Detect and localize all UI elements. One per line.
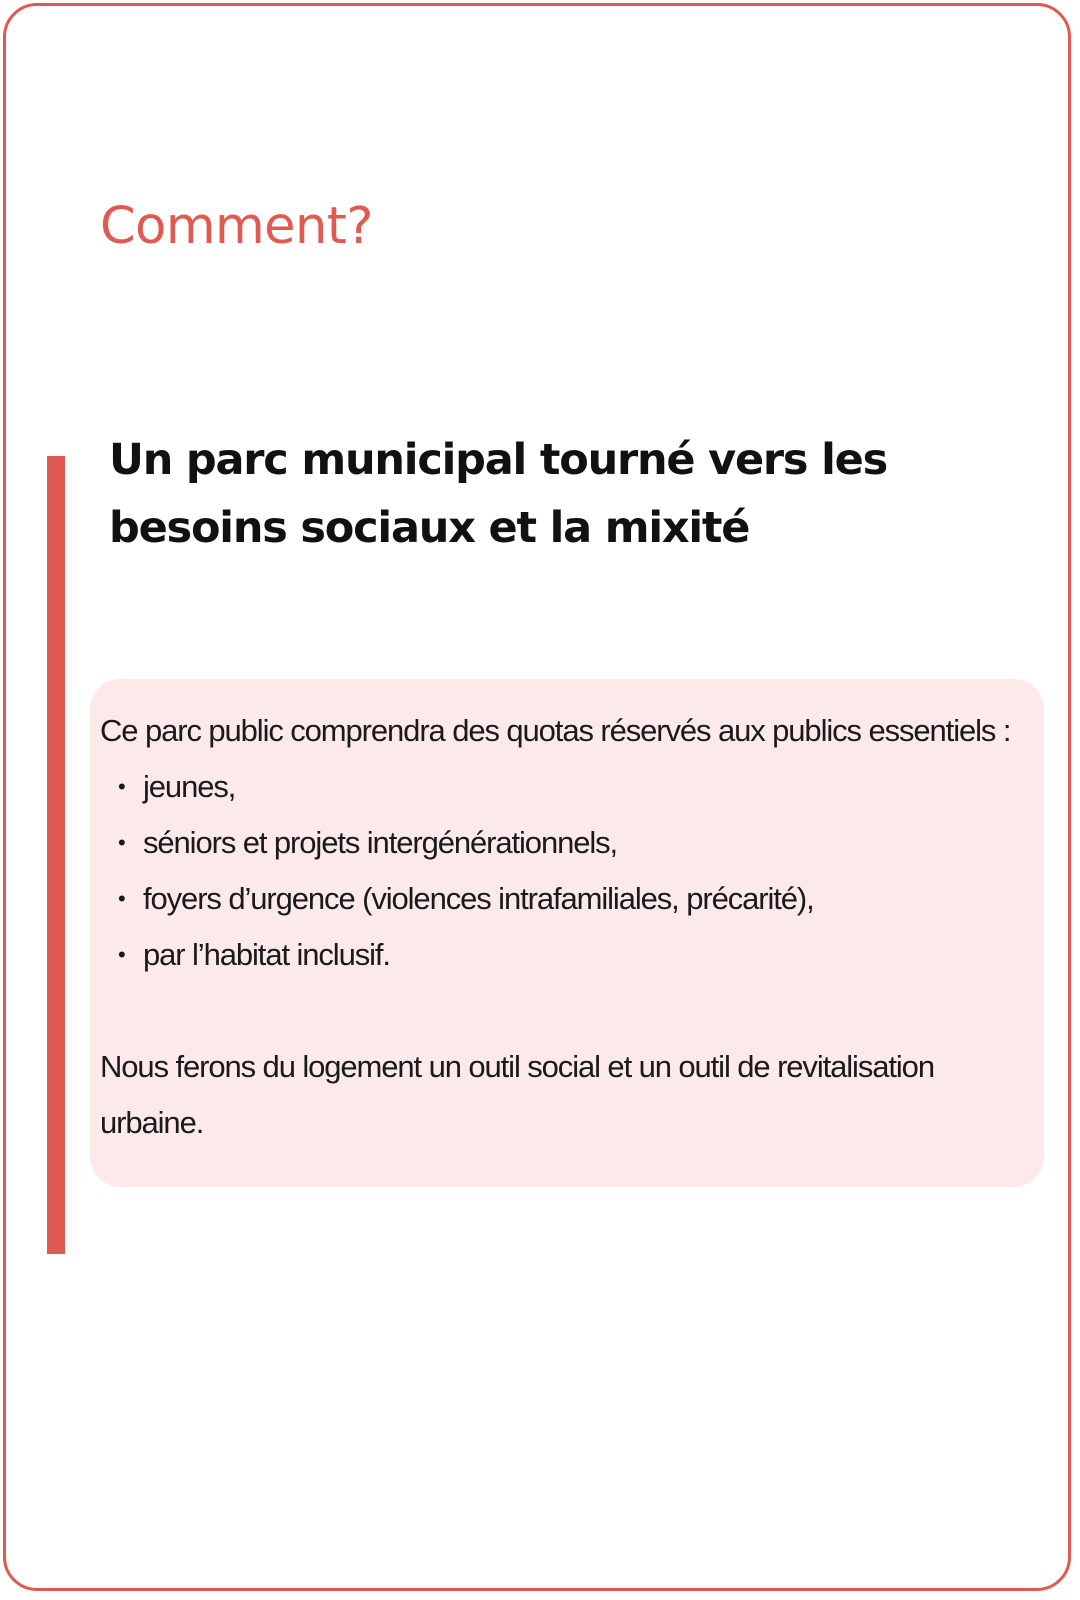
headline — [109, 426, 1009, 562]
list-item — [100, 871, 1034, 927]
list-item — [100, 927, 1034, 983]
accent-bar — [47, 456, 65, 1254]
list-item-text: par l’habitat inclusif. — [143, 937, 390, 972]
panel-closing: Nous ferons du logement un outil social et un outil de revitalisation urbaine. — [100, 1049, 934, 1140]
bullet-icon: • — [118, 942, 125, 967]
headline-line-2: besoins sociaux et la mixité — [109, 503, 750, 553]
list-item — [100, 759, 1034, 815]
list-item-text: jeunes, — [143, 769, 236, 804]
info-panel — [90, 679, 1044, 1187]
list-item-text: foyers d’urgence (violences intrafamiliales, précarité), — [143, 881, 814, 916]
list-item-text: séniors et projets intergénérationnels, — [143, 825, 618, 860]
list-item — [100, 815, 1034, 871]
headline-line-1: Un parc municipal tourné vers les — [109, 435, 887, 485]
panel-intro: Ce parc public comprendra des quotas réservés aux publics essentiels : — [100, 713, 1011, 748]
bullet-icon: • — [118, 774, 125, 799]
bullet-icon: • — [118, 830, 125, 855]
bullet-list — [100, 759, 1034, 983]
bullet-icon: • — [118, 886, 125, 911]
section-eyebrow: Comment? — [100, 197, 373, 256]
